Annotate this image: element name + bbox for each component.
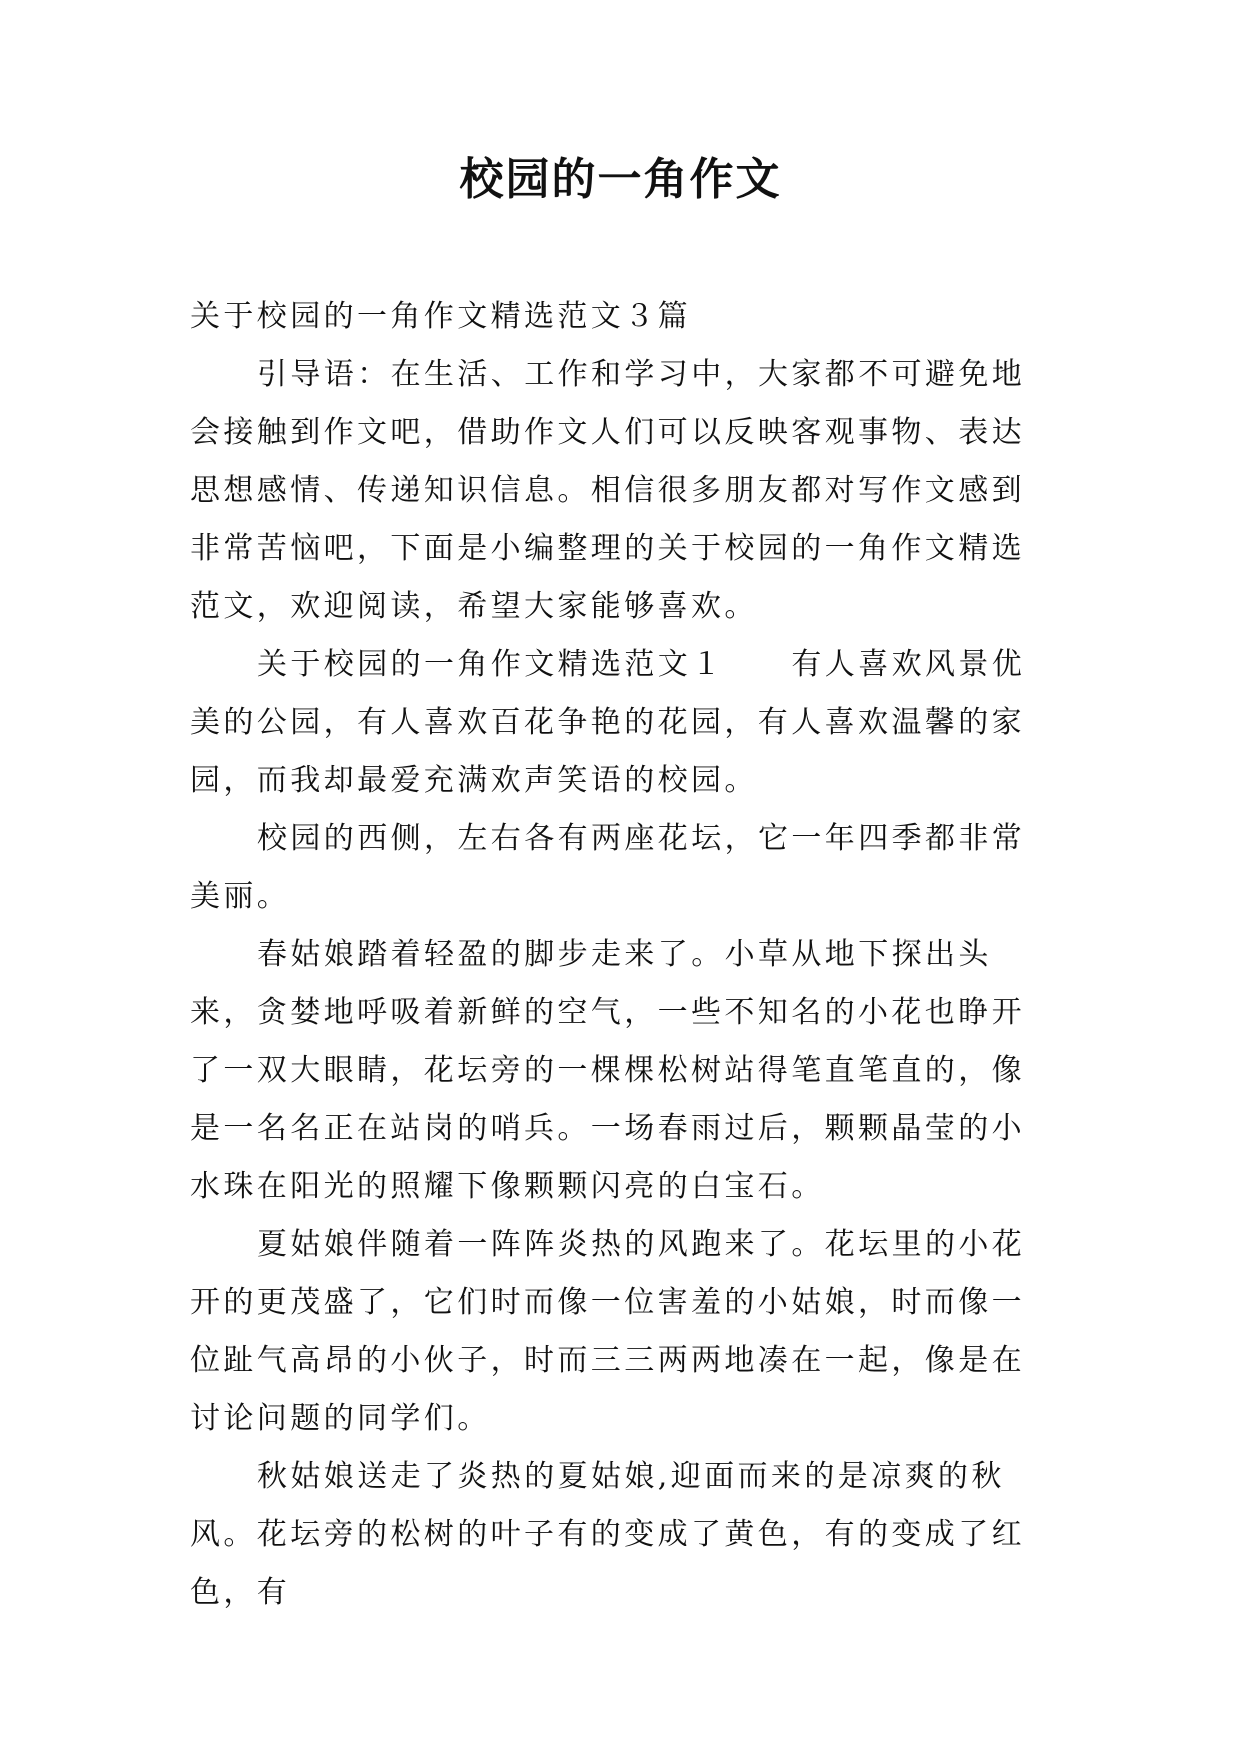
paragraph-essay-1-opening: 关于校园的一角作文精选范文１ 有人喜欢风景优美的公园，有人喜欢百花争艳的花园，有人喜欢温馨的家园，而我却最爱充满欢声笑语的校园。 [190, 647, 1026, 798]
document-body [190, 288, 1050, 1622]
document-title: 校园的一角作文 [459, 154, 782, 205]
paragraph-summer: 夏姑娘伴随着一阵阵炎热的风跑来了。花坛里的小花开的更茂盛了，它们时而像一位害羞的小姑娘，时而像一位趾气高昂的小伙子，时而三三两两地凑在一起，像是在讨论问题的同学们。 [190, 1227, 1026, 1436]
paragraph-intro: 引导语：在生活、工作和学习中，大家都不可避免地会接触到作文吧，借助作文人们可以反映客观事物、表达思想感情、传递知识信息。相信很多朋友都对写作文感到非常苦恼吧，下面是小编整理的关于校园的一角作文精选范文，欢迎阅读，希望大家能够喜欢。 [190, 357, 1026, 624]
paragraph-spring: 春姑娘踏着轻盈的脚步走来了。小草从地下探出头来，贪婪地呼吸着新鲜的空气，一些不知名的小花也睁开了一双大眼睛，花坛旁的一棵棵松树站得笔直笔直的，像是一名名正在站岗的哨兵。一场春雨过后，颗颗晶莹的小水珠在阳光的照耀下像颗颗闪亮的白宝石。 [190, 937, 1025, 1204]
paragraph-autumn: 秋姑娘送走了炎热的夏姑娘,迎面而来的是凉爽的秋风。花坛旁的松树的叶子有的变成了黄色，有的变成了红色，有 [190, 1459, 1025, 1610]
paragraph-west-side: 校园的西侧，左右各有两座花坛，它一年四季都非常美丽。 [190, 821, 1026, 914]
document-subtitle: 关于校园的一角作文精选范文３篇 [190, 299, 691, 334]
